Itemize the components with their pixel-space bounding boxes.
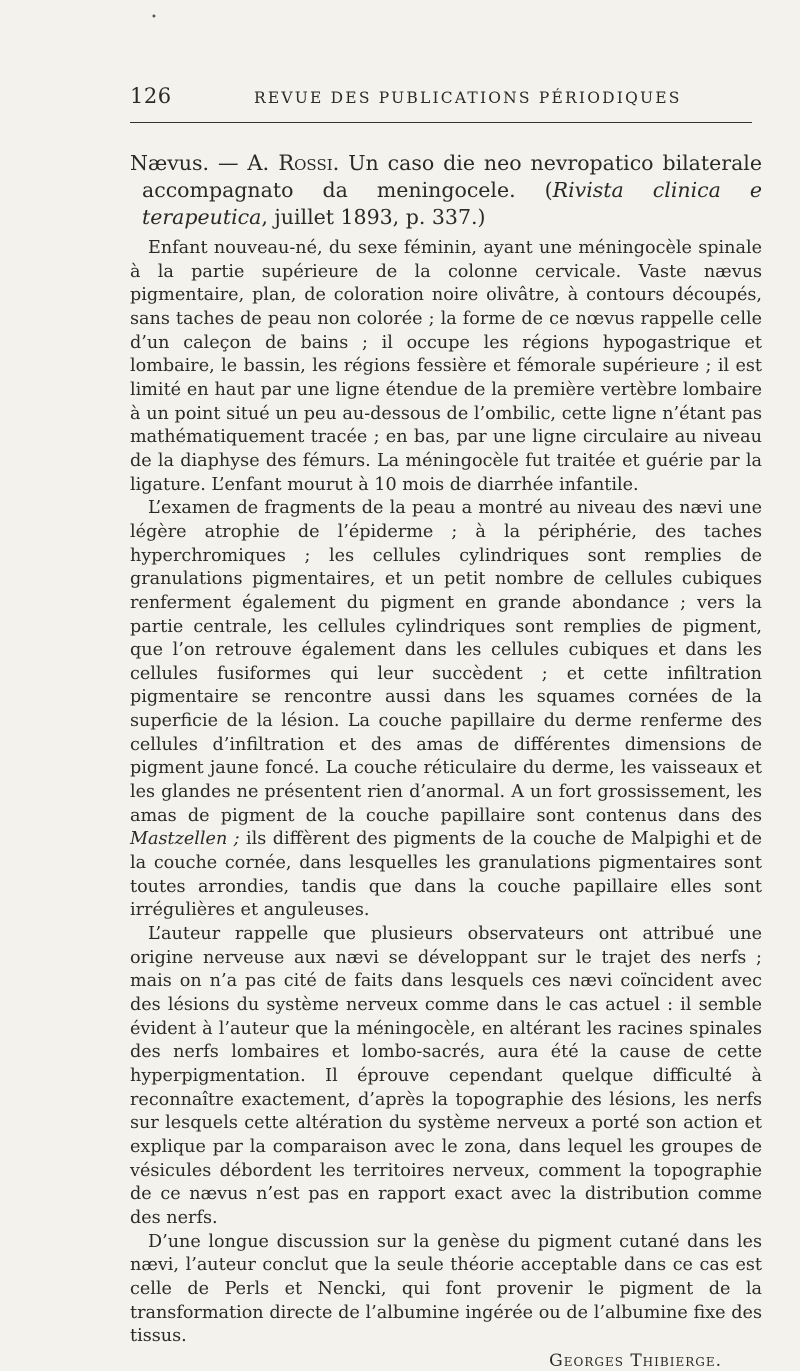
histology-text-start: L’examen de fragments de la peau a montré au niveau des nævi une légère atrophie de l’épiderme ; à la périphérie, des taches hyperchromiques ; les cellules cylindriques sont remplies de granulations pigmentaires, et un petit nombre de cellules cubiques renferment également du pigment en grande abondance ; vers la partie centrale, les cellules cylindriques sont remplies de pigment, que l’on retrouve également dans les cellules cubiques et dans les cellules fusiformes qui leur succèdent ; et cette infiltration pigmentaire se rencontre aussi dans les squames cornées de la superficie de la lésion. La couche papillaire du derme renferme des cellules d’infiltration et des amas de différentes dimensions de pigment jaune foncé. La couche réticulaire du derme, les vaisseaux et les glandes ne présentent rien d’anormal. A un fort grossissement, les amas de pigment de la couche papillaire sont contenus dans des xyxy=(130,498,762,826)
paragraph-case: Enfant nouveau-né, du sexe féminin, ayant une méningocèle spinale à la partie supérieure de la colonne cervicale. Vaste nævus pigmentaire, plan, de coloration noire olivâtre, à contours découpés, sans taches de peau non colorée ; la forme de ce nœvus rappelle celle d’un caleçon de bains ; il occupe les régions hypogastrique et lombaire, le bassin, les régions fessière et fémorale supérieure ; il est limité en haut par une ligne étendue de la première vertèbre lombaire à un point situé un peu au-dessous de l’ombilic, cette ligne n’étant pas mathématiquement tracée ; en bas, par une ligne circulaire au niveau de la diaphyse des fémurs. La méningocèle fut traitée et guérie par la ligature. L’enfant mourut à 10 mois de diarrhée infantile. xyxy=(130,238,762,495)
histology-text-end: ils diffèrent des pigments de la couche de Malpighi et de la couche cornée, dans lesquelles les granulations pigmentaires sont toutes arrondies, tandis que dans la couche papillaire elles sont irrégulières et anguleuses. xyxy=(130,829,762,921)
paragraph-histology xyxy=(130,497,762,923)
article-subject: Nævus. xyxy=(130,151,210,175)
article-heading xyxy=(130,150,762,231)
article-title: Un caso die neo nevropatico bilaterale accompagnato da meningocele. ( xyxy=(142,151,762,202)
running-header xyxy=(130,84,752,114)
page-number: 126 xyxy=(130,84,172,108)
page-speck: • xyxy=(151,12,157,23)
running-title: REVUE DES PUBLICATIONS PÉRIODIQUES xyxy=(254,89,682,107)
paragraph-discussion: L’auteur rappelle que plusieurs observateurs ont attribué une origine nerveuse aux nævi se développant sur le trajet des nerfs ; mais on n’a pas cité de faits dans lesquels ces nævi coïncident avec des lésions du système nerveux comme dans le cas actuel : il semble évident à l’auteur que la méningocèle, en altérant les racines spinales des nerfs lombaires et lombo-sacrés, aura été la cause de cette hyperpigmentation. Il éprouve cependant quelque difficulté à reconnaître exactement, d’après la topographie des lésions, les nerfs sur lesquels cette altération du système nerveux a porté son action et explique par la comparaison avec le zona, dans lequel les groupes de vésicules débordent les territoires nerveux, comment la topographie de ce nævus n’est pas en rapport exact avec la distribution comme des nerfs. xyxy=(130,924,762,1228)
author-signature: Georges Thibierge. xyxy=(549,1350,722,1371)
heading-dash: — xyxy=(209,151,248,175)
mastzellen-term: Mastzellen ; xyxy=(130,829,240,850)
header-rule xyxy=(130,122,752,123)
citation-details: , juillet 1893, p. 337.) xyxy=(261,205,486,229)
article-body xyxy=(130,150,762,1371)
paragraph-conclusion: D’une longue discussion sur la genèse du pigment cutané dans les nævi, l’auteur conclut que la seule théorie acceptable dans ce cas est celle de Perls et Nencki, qui font provenir le pigment de la transformation directe de l’albumine ingérée ou de l’albumine fixe des tissus. xyxy=(130,1231,762,1347)
article-author: A. Rossi. xyxy=(247,151,340,175)
journal-name: Rivista clinica e terapeutica xyxy=(142,178,762,229)
